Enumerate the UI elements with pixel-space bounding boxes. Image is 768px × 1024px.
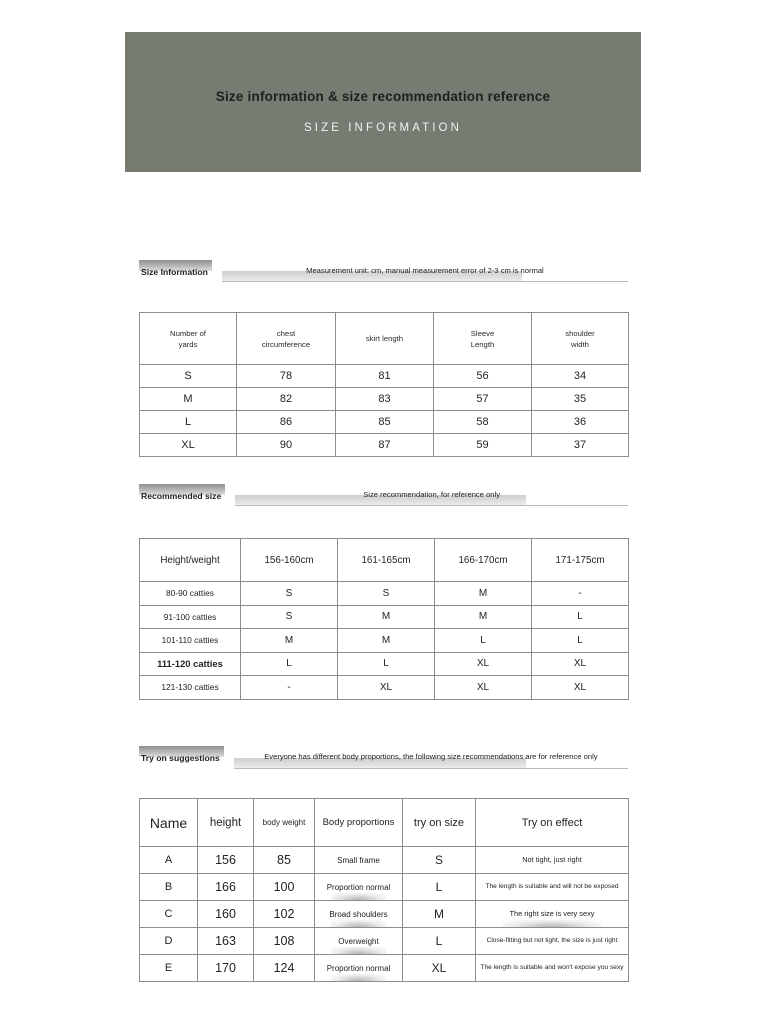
column-header-try-on-size: try on size <box>403 799 476 847</box>
cell-body-proportions: Small frame <box>315 847 403 874</box>
header-line-1: Number of <box>170 328 206 338</box>
section-size-information <box>139 264 628 457</box>
cell-height: 163 <box>198 928 254 955</box>
section-label-size-information: Size Information <box>139 264 212 280</box>
size-table <box>139 312 629 457</box>
table-header-row <box>140 799 629 847</box>
cell-chest: 90 <box>237 434 336 457</box>
cell-size-166-170: XL <box>435 652 532 676</box>
cell-size-156-160: S <box>241 582 338 606</box>
cell-size-166-170: XL <box>435 676 532 700</box>
column-header-166-170cm: 166-170cm <box>435 539 532 582</box>
tryon-table <box>139 798 629 982</box>
cell-try-on-effect: The length is suitable and will not be exposed <box>476 874 629 901</box>
cell-size: M <box>140 388 237 411</box>
column-header-skirt-length <box>336 313 434 365</box>
header-line-1: skirt length <box>365 334 404 343</box>
cell-name: B <box>140 874 198 901</box>
cell-sleeve: 56 <box>434 365 532 388</box>
banner-title: Size information & size recommendation reference <box>215 88 551 104</box>
column-header-156-160cm: 156-160cm <box>241 539 338 582</box>
cell-size: XL <box>140 434 237 457</box>
recommendation-table <box>139 538 629 700</box>
cell-sleeve: 59 <box>434 434 532 457</box>
cell-size-171-175: L <box>532 605 629 629</box>
cell-body-weight: 124 <box>254 955 315 982</box>
header-line-2: circumference <box>261 339 311 349</box>
cell-weight-range: 121-130 catties <box>140 676 241 700</box>
header-line-2: Length <box>470 339 495 349</box>
table-row <box>140 955 629 982</box>
cell-sleeve: 57 <box>434 388 532 411</box>
column-header-sleeve-length <box>434 313 532 365</box>
cell-chest: 82 <box>237 388 336 411</box>
column-header-171-175cm: 171-175cm <box>532 539 629 582</box>
table-row <box>140 676 629 700</box>
column-header-shoulder-width <box>532 313 629 365</box>
column-header-chest-circumference <box>237 313 336 365</box>
cell-size-161-165: M <box>338 629 435 653</box>
cell-weight-range: 111-120 catties <box>140 652 241 676</box>
cell-skirt: 85 <box>336 411 434 434</box>
column-header-161-165cm: 161-165cm <box>338 539 435 582</box>
header-line-1: Sleeve <box>470 328 495 338</box>
cell-size-161-165: L <box>338 652 435 676</box>
section-label-row <box>139 750 628 780</box>
cell-try-on-size: L <box>403 874 476 901</box>
section-label-recommended-size: Recommended size <box>139 488 225 504</box>
cell-size-161-165: M <box>338 605 435 629</box>
table-row <box>140 605 629 629</box>
cell-size-166-170: M <box>435 605 532 629</box>
cell-try-on-effect: The right size is very sexy <box>476 901 629 928</box>
cell-body-proportions: Broad shoulders <box>315 901 403 928</box>
cell-skirt: 83 <box>336 388 434 411</box>
header-line-2: width <box>571 339 589 349</box>
cell-body-proportions: Overweight <box>315 928 403 955</box>
cell-weight-range: 101-110 catties <box>140 629 241 653</box>
header-banner <box>125 32 641 172</box>
table-row <box>140 411 629 434</box>
cell-size: S <box>140 365 237 388</box>
cell-height: 170 <box>198 955 254 982</box>
cell-size-161-165: S <box>338 582 435 606</box>
table-row <box>140 901 629 928</box>
cell-size-166-170: L <box>435 629 532 653</box>
section-label-try-on-suggestions: Try on suggestions <box>139 750 224 766</box>
section-recommended-size <box>139 488 628 700</box>
table-row <box>140 629 629 653</box>
section-description-size-information: Measurement unit: cm, manual measurement error of 2-3 cm is normal <box>222 264 628 281</box>
column-header-height-weight: Height/weight <box>140 539 241 582</box>
cell-body-proportions: Proportion normal <box>315 874 403 901</box>
cell-name: D <box>140 928 198 955</box>
column-header-body-weight: body weight <box>254 799 315 847</box>
cell-shoulder: 34 <box>532 365 629 388</box>
cell-size: L <box>140 411 237 434</box>
cell-try-on-size: M <box>403 901 476 928</box>
cell-body-weight: 100 <box>254 874 315 901</box>
column-header-number-of-yards <box>140 313 237 365</box>
cell-name: E <box>140 955 198 982</box>
cell-body-weight: 85 <box>254 847 315 874</box>
column-header-try-on-effect: Try on effect <box>476 799 629 847</box>
cell-try-on-size: XL <box>403 955 476 982</box>
table-row <box>140 365 629 388</box>
cell-body-weight: 108 <box>254 928 315 955</box>
cell-skirt: 87 <box>336 434 434 457</box>
section-label-row <box>139 488 628 518</box>
table-row <box>140 874 629 901</box>
table-row <box>140 847 629 874</box>
cell-chest: 78 <box>237 365 336 388</box>
table-row-highlighted <box>140 652 629 676</box>
section-try-on-suggestions <box>139 750 628 982</box>
cell-name: A <box>140 847 198 874</box>
cell-size-171-175: XL <box>532 676 629 700</box>
cell-sleeve: 58 <box>434 411 532 434</box>
column-header-name: Name <box>140 799 198 847</box>
column-header-height: height <box>198 799 254 847</box>
cell-size-156-160: L <box>241 652 338 676</box>
cell-height: 166 <box>198 874 254 901</box>
cell-size-171-175: - <box>532 582 629 606</box>
table-header-row <box>140 539 629 582</box>
cell-size-166-170: M <box>435 582 532 606</box>
table-row <box>140 388 629 411</box>
header-line-1: shoulder <box>565 328 595 338</box>
cell-height: 156 <box>198 847 254 874</box>
cell-skirt: 81 <box>336 365 434 388</box>
table-header-row <box>140 313 629 365</box>
cell-try-on-size: S <box>403 847 476 874</box>
header-line-1: chest <box>276 328 296 338</box>
cell-size-161-165: XL <box>338 676 435 700</box>
cell-shoulder: 36 <box>532 411 629 434</box>
cell-shoulder: 35 <box>532 388 629 411</box>
cell-body-proportions: Proportion normal <box>315 955 403 982</box>
cell-name: C <box>140 901 198 928</box>
cell-weight-range: 80-90 catties <box>140 582 241 606</box>
section-label-row <box>139 264 628 294</box>
table-row <box>140 928 629 955</box>
cell-shoulder: 37 <box>532 434 629 457</box>
cell-height: 160 <box>198 901 254 928</box>
cell-size-156-160: S <box>241 605 338 629</box>
cell-try-on-size: L <box>403 928 476 955</box>
cell-size-171-175: L <box>532 629 629 653</box>
cell-body-weight: 102 <box>254 901 315 928</box>
cell-size-171-175: XL <box>532 652 629 676</box>
table-row <box>140 434 629 457</box>
cell-try-on-effect: The length is suitable and won't expose you sexy <box>476 955 629 982</box>
cell-size-156-160: M <box>241 629 338 653</box>
cell-size-156-160: - <box>241 676 338 700</box>
cell-weight-range: 91-100 catties <box>140 605 241 629</box>
cell-chest: 86 <box>237 411 336 434</box>
header-line-2: yards <box>178 339 198 349</box>
column-header-body-proportions: Body proportions <box>315 799 403 847</box>
cell-try-on-effect: Close-fitting but not tight, the size is just right <box>476 928 629 955</box>
table-row <box>140 582 629 606</box>
section-description-recommended-size: Size recommendation, for reference only <box>235 488 628 505</box>
banner-subtitle: SIZE INFORMATION <box>304 121 462 134</box>
cell-try-on-effect: Not tight, just right <box>476 847 629 874</box>
section-description-try-on-suggestions: Everyone has different body proportions, the following size recommendations are for reference only <box>234 750 628 768</box>
